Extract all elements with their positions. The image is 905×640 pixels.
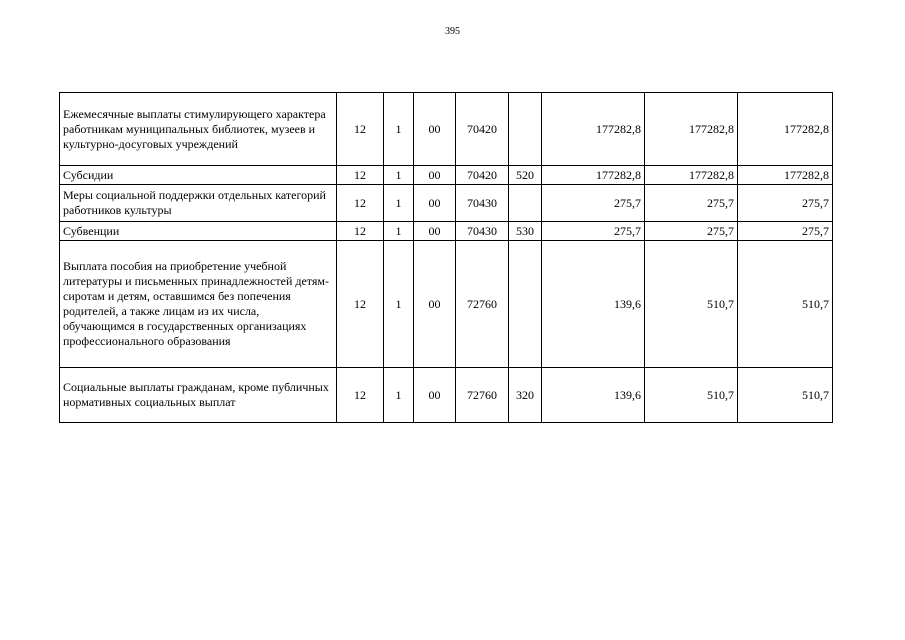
section-cell: 12 (337, 166, 384, 185)
section-cell: 12 (337, 222, 384, 241)
amount-cell-1: 139,6 (542, 368, 645, 423)
section-cell: 12 (337, 368, 384, 423)
amount-cell-3: 275,7 (738, 222, 833, 241)
expense-type-cell: 520 (509, 166, 542, 185)
row-name-cell: Субвенции (60, 222, 337, 241)
page-number: 395 (445, 26, 460, 37)
expense-type-cell (509, 185, 542, 222)
amount-cell-3: 510,7 (738, 241, 833, 368)
table-row (60, 222, 833, 241)
row-name-cell: Меры социальной поддержки отдельных категорий работников культуры (60, 185, 337, 222)
subsection-cell: 1 (384, 368, 414, 423)
amount-cell-3: 275,7 (738, 185, 833, 222)
row-name-cell: Субсидии (60, 166, 337, 185)
amount-cell-3: 177282,8 (738, 93, 833, 166)
amount-cell-1: 177282,8 (542, 93, 645, 166)
amount-cell-2: 177282,8 (645, 166, 738, 185)
program-cell: 00 (414, 368, 456, 423)
subsection-cell: 1 (384, 93, 414, 166)
amount-cell-1: 275,7 (542, 185, 645, 222)
table-row (60, 93, 833, 166)
amount-cell-1: 177282,8 (542, 166, 645, 185)
subsection-cell: 1 (384, 185, 414, 222)
table-row (60, 166, 833, 185)
section-cell: 12 (337, 185, 384, 222)
target-code-cell: 70420 (456, 93, 509, 166)
section-cell: 12 (337, 241, 384, 368)
target-code-cell: 70420 (456, 166, 509, 185)
target-code-cell: 70430 (456, 185, 509, 222)
table-row (60, 241, 833, 368)
amount-cell-1: 139,6 (542, 241, 645, 368)
expense-type-cell (509, 241, 542, 368)
amount-cell-2: 510,7 (645, 241, 738, 368)
expense-type-cell (509, 93, 542, 166)
budget-table (59, 92, 833, 423)
program-cell: 00 (414, 241, 456, 368)
expense-type-cell: 320 (509, 368, 542, 423)
table-row (60, 185, 833, 222)
program-cell: 00 (414, 93, 456, 166)
section-cell: 12 (337, 93, 384, 166)
row-name-cell: Социальные выплаты гражданам, кроме публичных нормативных социальных выплат (60, 368, 337, 423)
target-code-cell: 70430 (456, 222, 509, 241)
table-row (60, 368, 833, 423)
program-cell: 00 (414, 222, 456, 241)
row-name-cell: Ежемесячные выплаты стимулирующего характера работникам муниципальных библиотек, музеев и культурно-досуговых учреждений (60, 93, 337, 166)
subsection-cell: 1 (384, 166, 414, 185)
program-cell: 00 (414, 185, 456, 222)
amount-cell-3: 177282,8 (738, 166, 833, 185)
expense-type-cell: 530 (509, 222, 542, 241)
amount-cell-1: 275,7 (542, 222, 645, 241)
amount-cell-2: 275,7 (645, 222, 738, 241)
amount-cell-3: 510,7 (738, 368, 833, 423)
amount-cell-2: 275,7 (645, 185, 738, 222)
amount-cell-2: 177282,8 (645, 93, 738, 166)
program-cell: 00 (414, 166, 456, 185)
row-name-cell: Выплата пособия на приобретение учебной литературы и письменных принадлежностей детям-сиротам и детям, оставшимся без попечения родителей, а также лицам из их числа, обучающимся в государственных организациях профессионального образования (60, 241, 337, 368)
target-code-cell: 72760 (456, 241, 509, 368)
target-code-cell: 72760 (456, 368, 509, 423)
amount-cell-2: 510,7 (645, 368, 738, 423)
subsection-cell: 1 (384, 222, 414, 241)
subsection-cell: 1 (384, 241, 414, 368)
